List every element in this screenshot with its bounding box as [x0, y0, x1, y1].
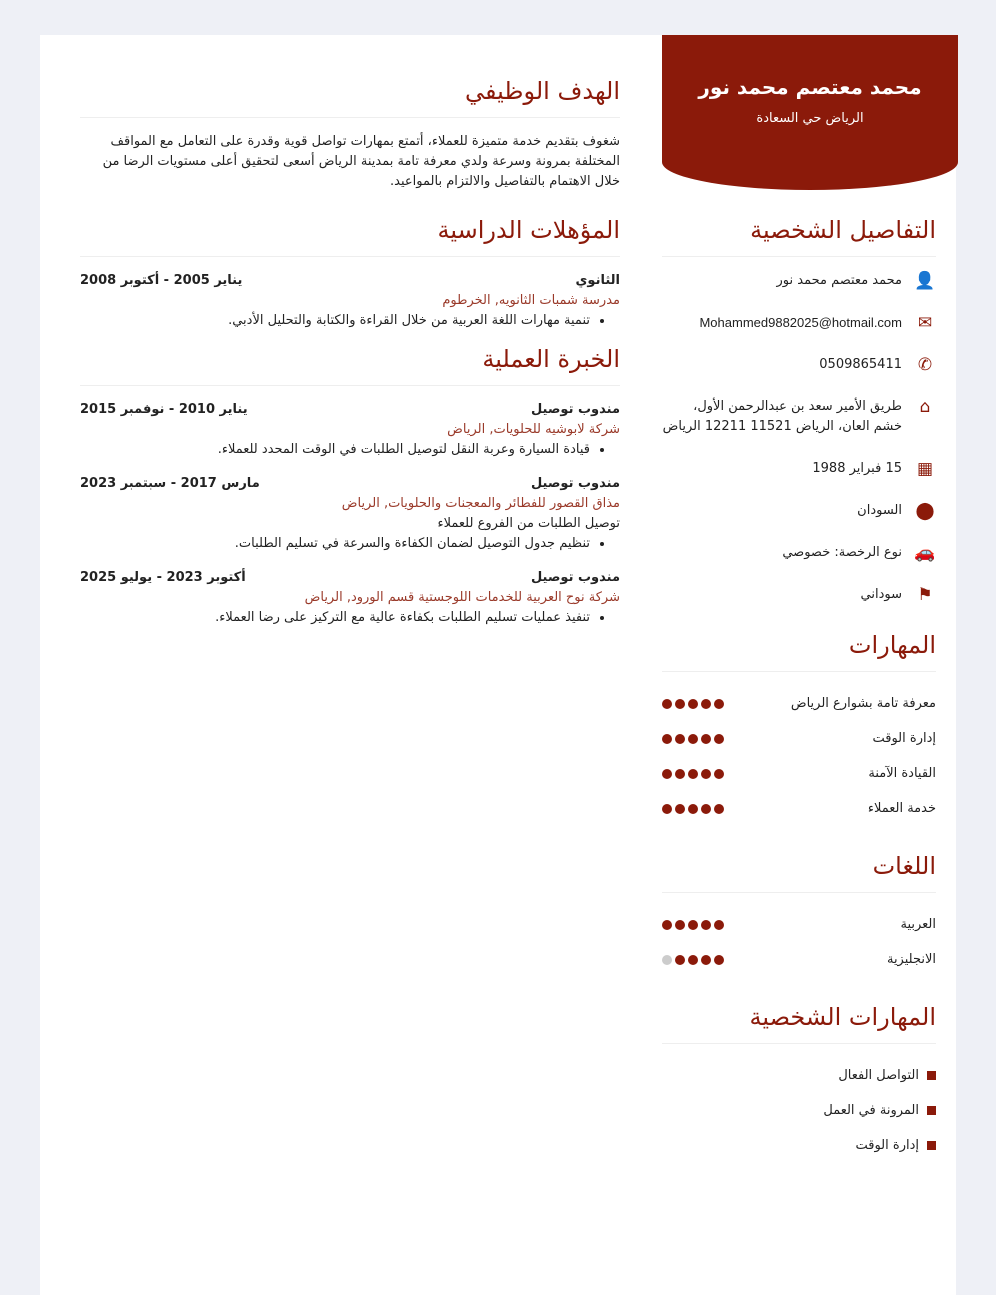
entry-bullets — [80, 440, 620, 460]
contact-row — [662, 355, 936, 375]
entry-organization: مدرسة شمبات الثانويه, الخرطوم — [442, 293, 620, 308]
level-dot — [675, 769, 685, 779]
level-dot — [714, 699, 724, 709]
level-dots — [662, 734, 724, 744]
entry-dates: يناير 2010 - نوفمبر 2015 — [80, 402, 248, 417]
level-dots — [662, 769, 724, 779]
entry-bullet: • تنفيذ عمليات تسليم الطلبات بكفاءة عالية مع التركيز على رضا العملاء. — [80, 608, 590, 628]
level-dot — [662, 955, 672, 965]
contact-text: Mohammed9882025@hotmail.com — [699, 315, 902, 330]
education-entry — [80, 271, 620, 331]
skills-row — [662, 721, 936, 756]
languages-row — [662, 907, 936, 942]
entry-dates: مارس 2017 - سبتمبر 2023 — [80, 476, 260, 491]
languages-label: العربية — [900, 917, 936, 932]
entry-dates: يناير 2005 - أكتوبر 2008 — [80, 273, 243, 288]
experience-heading: الخبرة العملية — [80, 345, 620, 386]
level-dot — [688, 920, 698, 930]
level-dots — [662, 920, 724, 930]
level-dot — [714, 734, 724, 744]
level-dot — [714, 769, 724, 779]
flag-icon: ⚑ — [917, 585, 933, 605]
skills-label: معرفة تامة بشوارع الرياض — [790, 696, 936, 711]
contact-row — [662, 585, 936, 605]
level-dots — [662, 955, 724, 965]
level-dot — [714, 955, 724, 965]
map-pin-icon: ⬤ — [915, 501, 935, 521]
bullet-square-icon — [927, 1106, 936, 1115]
skills-list — [662, 686, 936, 826]
header-address: الرياض حي السعادة — [756, 111, 864, 126]
contact-text: نوع الرخصة: خصوصي — [782, 545, 902, 560]
skills-row — [662, 791, 936, 826]
soft-skills-list — [662, 1058, 936, 1163]
envelope-icon: ✉ — [917, 313, 933, 333]
car-icon: 🚗 — [914, 543, 936, 563]
skills-label: خدمة العملاء — [867, 801, 936, 816]
entry-role: مندوب توصيل — [530, 476, 620, 491]
contact-row — [662, 543, 936, 563]
phone-icon: ✆ — [917, 355, 933, 375]
soft-skill-label: إدارة الوقت — [855, 1138, 919, 1153]
entry-organization: شركة لابوشيه للحلويات, الرياض — [447, 422, 620, 437]
personal-details-heading: التفاصيل الشخصية — [662, 216, 936, 257]
level-dot — [701, 955, 711, 965]
languages-label: الانجليزية — [886, 952, 936, 967]
contact-text: 15 فبراير 1988 — [812, 461, 902, 476]
entry-header — [80, 271, 620, 291]
level-dot — [675, 955, 685, 965]
contact-text: السودان — [857, 503, 902, 518]
calendar-icon: ▦ — [916, 459, 934, 479]
level-dot — [688, 699, 698, 709]
level-dot — [701, 920, 711, 930]
contact-text: طريق الأمير سعد بن عبدالرحمن الأول، خشم العان، الرياض 11521 12211 الرياض — [662, 399, 902, 434]
entry-bullet: • تنظيم جدول التوصيل لضمان الكفاءة والسرعة في تسليم الطلبات. — [80, 534, 590, 554]
contact-row — [662, 459, 936, 479]
skills-label: إدارة الوقت — [872, 731, 936, 746]
entry-bullets — [80, 534, 620, 554]
level-dot — [688, 734, 698, 744]
contact-text: سوداني — [860, 587, 902, 602]
soft-skill-item — [662, 1093, 936, 1128]
soft-skill-label: المرونة في العمل — [823, 1103, 919, 1118]
soft-skill-label: التواصل الفعال — [838, 1068, 919, 1083]
entry-organization: شركة نوح العربية للخدمات اللوجستية قسم الورود, الرياض — [304, 590, 620, 605]
level-dots — [662, 804, 724, 814]
entry-bullet: • تنمية مهارات اللغة العربية من خلال القراءة والكتابة والتحليل الأدبي. — [80, 311, 590, 331]
languages-row — [662, 942, 936, 977]
experience-entry — [80, 568, 620, 628]
entry-dates: أكتوبر 2023 - يوليو 2025 — [80, 570, 246, 585]
objective-text: شغوف بتقديم خدمة متميزة للعملاء، أتمتع بمهارات تواصل قوية وقدرة على التعامل مع المواقف المختلفة بمرونة وسرعة ولدي معرفة تامة بمدينة الرياض أسعى لتحقيق أعلى مستويات الرضا من خلال الاهتمام بالتفاصيل والالتزام بالمواعيد. — [102, 134, 620, 189]
home-icon: ⌂ — [919, 397, 931, 417]
level-dot — [662, 769, 672, 779]
level-dot — [714, 804, 724, 814]
contact-row — [662, 501, 936, 521]
level-dot — [675, 699, 685, 709]
languages-list — [662, 907, 936, 977]
skills-label: القيادة الآمنة — [868, 766, 936, 781]
level-dot — [688, 955, 698, 965]
contact-row — [662, 271, 936, 291]
level-dot — [675, 804, 685, 814]
level-dot — [675, 734, 685, 744]
soft-skills-heading: المهارات الشخصية — [662, 1003, 936, 1044]
level-dot — [701, 804, 711, 814]
level-dot — [662, 734, 672, 744]
entry-note: توصيل الطلبات من الفروع للعملاء — [437, 516, 620, 531]
contact-text: محمد معتصم محمد نور — [776, 273, 902, 288]
level-dot — [701, 769, 711, 779]
entry-bullets — [80, 311, 620, 331]
entry-header — [80, 400, 620, 420]
header-banner — [662, 35, 958, 190]
level-dot — [714, 920, 724, 930]
entry-role: الثانوي — [575, 273, 620, 288]
level-dot — [662, 920, 672, 930]
level-dot — [688, 804, 698, 814]
entry-header — [80, 474, 620, 494]
level-dot — [701, 734, 711, 744]
objective-heading: الهدف الوظيفي — [80, 77, 620, 118]
contact-row — [662, 397, 936, 437]
full-name: محمد معتصم محمد نور — [698, 75, 922, 99]
user-icon: 👤 — [914, 271, 936, 291]
contact-text: 0509865411 — [819, 357, 902, 372]
entry-role: مندوب توصيل — [530, 570, 620, 585]
level-dot — [701, 699, 711, 709]
education-list — [80, 271, 620, 331]
resume-page — [40, 35, 956, 1295]
languages-heading: اللغات — [662, 852, 936, 893]
experience-entry — [80, 400, 620, 460]
experience-entry — [80, 474, 620, 554]
entry-organization: مذاق القصور للفطائر والمعجنات والحلويات, الرياض — [341, 496, 620, 511]
level-dot — [662, 699, 672, 709]
level-dot — [662, 804, 672, 814]
skills-row — [662, 686, 936, 721]
entry-bullet: • قيادة السيارة وعربة النقل لتوصيل الطلبات في الوقت المحدد للعملاء. — [80, 440, 590, 460]
entry-role: مندوب توصيل — [530, 402, 620, 417]
entry-header — [80, 568, 620, 588]
soft-skill-item — [662, 1058, 936, 1093]
soft-skill-item — [662, 1128, 936, 1163]
level-dot — [675, 920, 685, 930]
education-heading: المؤهلات الدراسية — [80, 216, 620, 257]
contact-row — [662, 313, 936, 333]
entry-bullets — [80, 608, 620, 628]
personal-details-list — [662, 271, 936, 605]
sidebar — [662, 35, 936, 1163]
level-dots — [662, 699, 724, 709]
skills-row — [662, 756, 936, 791]
skills-heading: المهارات — [662, 631, 936, 672]
level-dot — [688, 769, 698, 779]
experience-list — [80, 400, 620, 628]
bullet-square-icon — [927, 1071, 936, 1080]
bullet-square-icon — [927, 1141, 936, 1150]
main-column — [80, 35, 620, 642]
